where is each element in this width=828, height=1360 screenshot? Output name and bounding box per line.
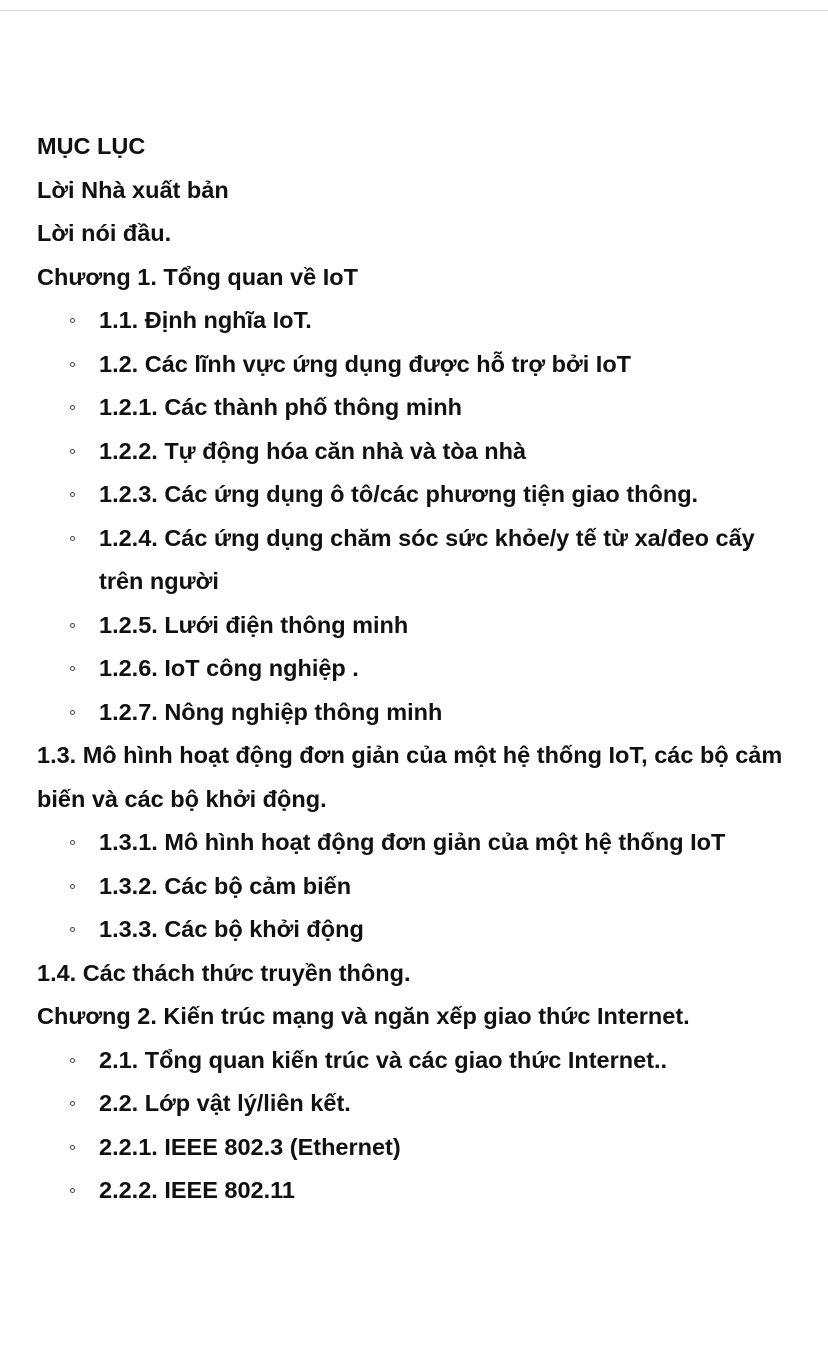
toc-item-1-2-4-continued[interactable]: trên người: [99, 568, 219, 594]
toc-item-2-2[interactable]: [0, 1082, 828, 1126]
circle-bullet-icon: [70, 840, 75, 845]
toc-item-2-2-2[interactable]: [0, 1169, 828, 1213]
toc-item-2-1[interactable]: [0, 1039, 828, 1083]
toc-item-label: 1.3.1. Mô hình hoạt động đơn giản của một hệ thống IoT: [99, 829, 726, 855]
toc-entry-chapter-1[interactable]: Chương 1. Tổng quan về IoT: [37, 263, 358, 290]
toc-item-label: 2.2.2. IEEE 802.11: [99, 1177, 295, 1203]
toc-item-label: 1.1. Định nghĩa IoT.: [99, 307, 312, 333]
toc-item-label: 1.3.3. Các bộ khởi động: [99, 916, 364, 942]
circle-bullet-icon: [70, 449, 75, 454]
toc-item-1-2-4[interactable]: [0, 517, 828, 561]
toc-item-1-3-3[interactable]: [0, 908, 828, 952]
toc-item-label: 1.2.1. Các thành phố thông minh: [99, 394, 462, 420]
toc-item-label: 2.1. Tổng quan kiến trúc và các giao thức Internet..: [99, 1046, 668, 1073]
circle-bullet-icon: [70, 405, 75, 410]
toc-item-1-2-6[interactable]: [0, 647, 828, 691]
circle-bullet-icon: [70, 884, 75, 889]
toc-item-1-2-1[interactable]: [0, 386, 828, 430]
circle-bullet-icon: [70, 1101, 75, 1106]
circle-bullet-icon: [70, 927, 75, 932]
toc-item-1-2-2[interactable]: [0, 430, 828, 474]
toc-entry-preface[interactable]: Lời nói đầu.: [37, 220, 172, 246]
circle-bullet-icon: [70, 623, 75, 628]
table-of-contents: [0, 125, 828, 1213]
circle-bullet-icon: [70, 492, 75, 497]
toc-entry-publisher-note[interactable]: Lời Nhà xuất bản: [37, 176, 229, 203]
toc-item-1-2-7[interactable]: [0, 691, 828, 735]
circle-bullet-icon: [70, 536, 75, 541]
toc-item-1-2-3[interactable]: [0, 473, 828, 517]
circle-bullet-icon: [70, 362, 75, 367]
toc-item-label: 1.2.6. IoT công nghiệp .: [99, 655, 359, 681]
toc-entry-chapter-2[interactable]: Chương 2. Kiến trúc mạng và ngăn xếp giao thức Internet.: [37, 1003, 690, 1029]
toc-item-label: 2.2.1. IEEE 802.3 (Ethernet): [99, 1133, 401, 1160]
circle-bullet-icon: [70, 710, 75, 715]
toc-item-1-3-2[interactable]: [0, 865, 828, 909]
toc-entry-1-3-continued[interactable]: biến và các bộ khởi động.: [37, 785, 327, 812]
toc-item-1-3-1[interactable]: [0, 821, 828, 865]
toc-entry-1-4[interactable]: 1.4. Các thách thức truyền thông.: [37, 959, 411, 986]
toc-heading: MỤC LỤC: [37, 133, 146, 159]
toc-item-label: 1.3.2. Các bộ cảm biến: [99, 872, 352, 899]
circle-bullet-icon: [70, 1145, 75, 1150]
toc-item-label: 1.2.3. Các ứng dụng ô tô/các phương tiện giao thông.: [99, 481, 699, 507]
circle-bullet-icon: [70, 666, 75, 671]
toc-item-label: 1.2.5. Lưới điện thông minh: [99, 611, 409, 638]
circle-bullet-icon: [70, 1188, 75, 1193]
toc-item-2-2-1[interactable]: [0, 1126, 828, 1170]
circle-bullet-icon: [70, 318, 75, 323]
toc-item-label: 1.2.2. Tự động hóa căn nhà và tòa nhà: [99, 437, 527, 464]
toc-item-label: 1.2.4. Các ứng dụng chăm sóc sức khỏe/y tế từ xa/đeo cấy: [99, 524, 755, 551]
toc-item-1-2[interactable]: [0, 343, 828, 387]
toc-item-label: 2.2. Lớp vật lý/liên kết.: [99, 1090, 351, 1116]
toc-entry-1-3[interactable]: 1.3. Mô hình hoạt động đơn giản của một hệ thống IoT, các bộ cảm: [37, 742, 783, 768]
toc-item-label: 1.2. Các lĩnh vực ứng dụng được hỗ trợ bởi IoT: [99, 350, 632, 377]
toc-item-1-2-5[interactable]: [0, 604, 828, 648]
circle-bullet-icon: [70, 1058, 75, 1063]
toc-item-1-1[interactable]: [0, 299, 828, 343]
toc-item-label: 1.2.7. Nông nghiệp thông minh: [99, 698, 443, 725]
top-divider: [0, 10, 828, 11]
